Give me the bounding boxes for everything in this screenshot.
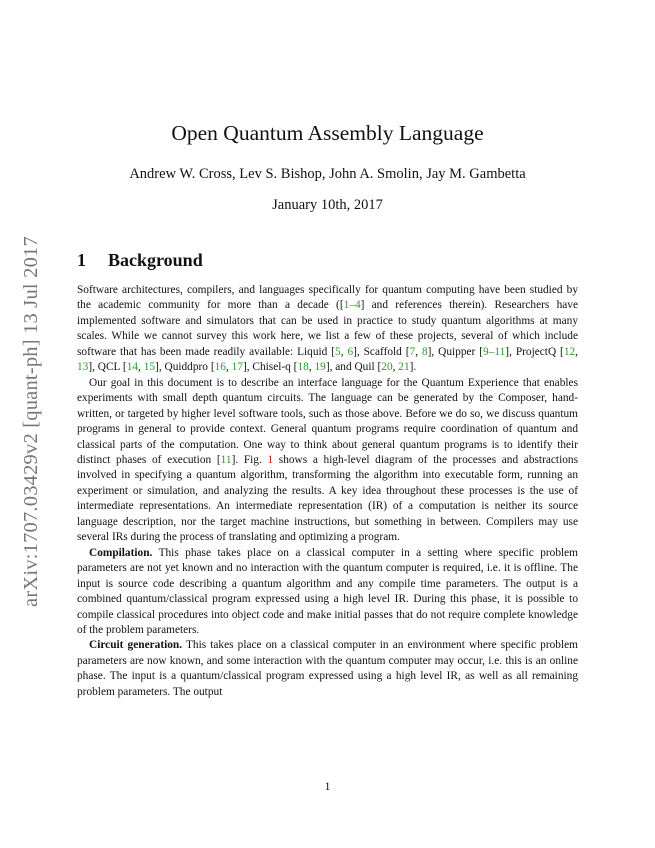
section-heading <box>77 250 203 271</box>
text-span: shows a high-level diagram of the processes and abstractions involved in specifying a quantum algorithm, transforming the algorithm into executable form, running an experiment or simulation, and analyzing the results. A key idea throughout these processes is the use of intermediate representations. An intermediate representation (IR) of a computation is neither its source language description, nor the target machine instructions, but something in between. Compilers may use several IRs during the process of translating and optimizing a program. <box>77 453 578 544</box>
section-title: Background <box>108 250 203 270</box>
paragraph-2 <box>77 376 578 546</box>
page-number: 1 <box>324 779 331 793</box>
arxiv-identifier <box>16 228 46 614</box>
citation-link[interactable]: 20 <box>381 361 393 374</box>
paper-title: Open Quantum Assembly Language <box>171 121 484 145</box>
text-span: ], QCL [ <box>88 361 127 374</box>
citation-link[interactable]: 15 <box>143 361 156 374</box>
citation-link[interactable]: 1–4 <box>343 299 361 312</box>
text-span: , <box>138 361 144 374</box>
text-span: This phase takes place on a classical computer in a setting where specific problem parameters are not yet known and no interaction with the quantum computer is required, i.e. it is offline. The input is source code describing a quantum algorithm and any compile time parameters. The output is a combined quantum/classical program expressed using a high level IR. During this phase, it is possible to compile classical procedures into object code and make initial passes that do not require complete knowledge of the problem parameters. <box>77 546 578 636</box>
text-span: ], and Quil [ <box>325 361 382 374</box>
text-span: , <box>308 361 315 374</box>
citation-link[interactable]: 19 <box>314 361 326 374</box>
citation-link[interactable]: 16 <box>214 361 226 374</box>
citation-link[interactable]: 5 <box>335 345 341 358</box>
paper-date: January 10th, 2017 <box>272 197 383 213</box>
citation-link[interactable]: 7 <box>409 345 416 358</box>
paper-authors: Andrew W. Cross, Lev S. Bishop, John A. Smolin, Jay M. Gambetta <box>129 166 526 182</box>
citation-link[interactable]: 8 <box>421 345 428 358</box>
text-span: ], Quipper [ <box>427 345 484 358</box>
paragraph-label: Compilation. <box>89 546 153 559</box>
text-span: Software architectures, compilers, and languages specifically for quantum computing have been studied by the academic community for more than a decade ([ <box>77 284 578 312</box>
text-span: Our goal in this document is to describe an interface language for the Quantum Experience that enables experiments with small depth quantum circuits. The language can be generated by the Composer, hand-written, or targeted by higher level software tools, such as those above. Before we do so, we discuss quantum programs in general to provide context. General quantum programs require coordination of quantum and classical parts of the computation. One way to think about general quantum programs is to identify their distinct phases of execution [ <box>77 376 578 466</box>
citation-link[interactable]: 6 <box>347 345 354 358</box>
citation-link[interactable]: 12 <box>563 345 576 358</box>
text-span: ], Scaffold [ <box>353 345 410 358</box>
text-span: ], Quiddpro [ <box>155 361 215 374</box>
text-span: This takes place on a classical computer in an environment where specific problem parameters are now known, and some interaction with the quantum computer may occur, i.e. this is an online phase. The input is a quantum/classical program expressed using a high level IR, as well as all remaining problem parameters. The output <box>77 639 578 698</box>
text-span: , <box>575 345 579 358</box>
body-text <box>77 283 578 700</box>
text-span: , <box>225 361 232 374</box>
text-span: ]. Fig. <box>231 453 268 466</box>
paragraph-circuit-generation <box>77 638 578 700</box>
text-span: ]. <box>409 361 417 374</box>
arxiv-identifier-text: arXiv:1707.03429v2 [quant-ph] 13 Jul 2017 <box>19 235 42 607</box>
paragraph-1 <box>77 283 578 376</box>
citation-link[interactable]: 17 <box>231 361 243 374</box>
citation-link[interactable]: 21 <box>398 361 410 374</box>
text-span: ], ProjectQ [ <box>505 345 564 358</box>
figure-reference-link[interactable]: 1 <box>267 453 274 466</box>
text-span: ], Chisel-q [ <box>242 361 298 374</box>
citation-link[interactable]: 18 <box>297 361 309 374</box>
text-span: , <box>415 345 422 358</box>
citation-link[interactable]: 11 <box>220 453 232 466</box>
citation-link[interactable]: 14 <box>126 361 139 374</box>
paragraph-label: Circuit generation. <box>89 639 183 652</box>
citation-link[interactable]: 9–11 <box>483 345 506 358</box>
text-span: ] and references therein). Researchers have implemented software and simulators that can be used in practice to study quantum algorithms at many scales. While we cannot survey this work here, we list a few of these projects, several of which include software that has been made readily available: Liquid [ <box>77 299 578 358</box>
paragraph-compilation <box>77 546 578 639</box>
section-number: 1 <box>77 250 86 270</box>
citation-link[interactable]: 13 <box>77 361 89 374</box>
text-span: , <box>392 361 399 374</box>
text-span: , <box>340 345 348 358</box>
